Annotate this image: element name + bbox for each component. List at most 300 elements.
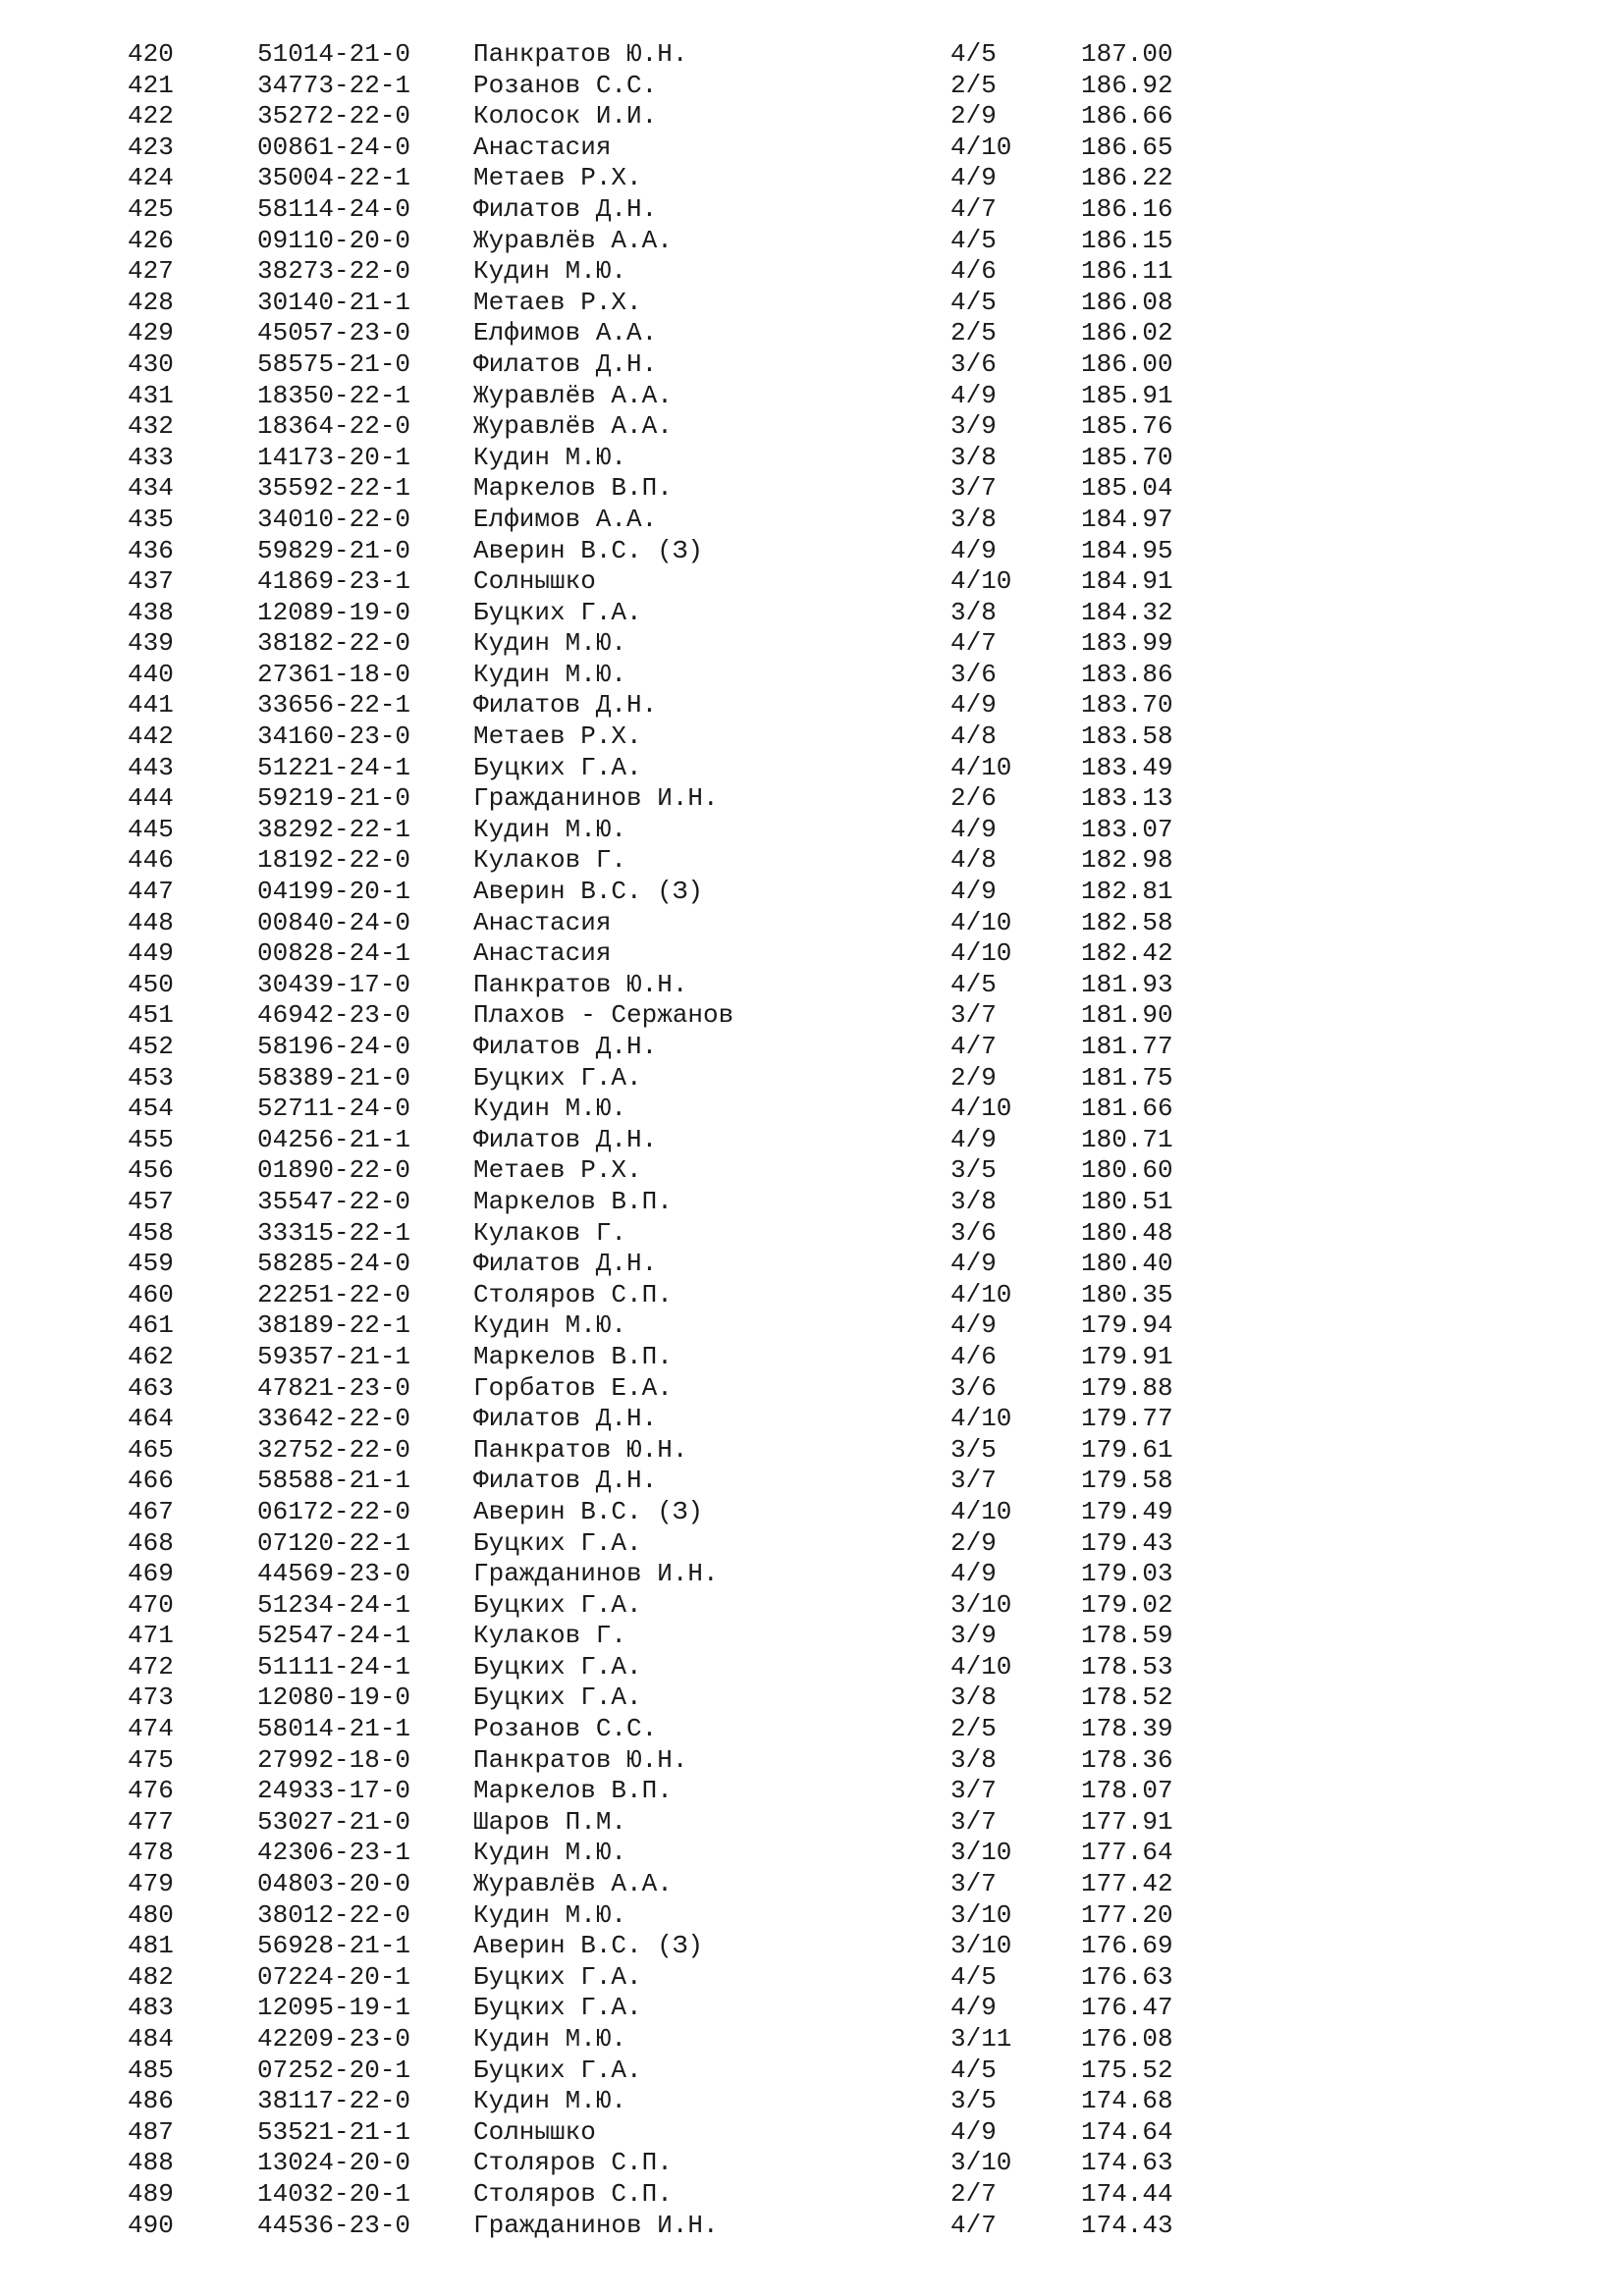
- score-cell: 186.02: [1081, 318, 1173, 348]
- rank-cell: 456: [128, 1155, 174, 1186]
- id-cell: 44569-23-0: [257, 1559, 411, 1589]
- owner-cell: Филатов Д.Н.: [473, 1466, 658, 1496]
- owner-cell: Кудин М.Ю.: [473, 1899, 627, 1930]
- table-row: [0, 1000, 1624, 1032]
- owner-cell: Кулаков Г.: [473, 845, 627, 876]
- ratio-cell: 4/8: [950, 721, 997, 752]
- score-cell: 183.70: [1081, 690, 1173, 721]
- owner-cell: Кудин М.Ю.: [473, 814, 627, 844]
- owner-cell: Гражданинов И.Н.: [473, 1559, 719, 1589]
- table-row: [0, 1218, 1624, 1250]
- id-cell: 06172-22-0: [257, 1496, 411, 1526]
- owner-cell: Филатов Д.Н.: [473, 1124, 658, 1154]
- rank-cell: 426: [128, 225, 174, 255]
- rank-cell: 430: [128, 348, 174, 379]
- owner-cell: Панкратов Ю.Н.: [473, 969, 688, 999]
- table-row: [0, 2056, 1624, 2087]
- owner-cell: Филатов Д.Н.: [473, 348, 658, 379]
- rank-cell: 458: [128, 1217, 174, 1248]
- rank-cell: 483: [128, 1993, 174, 2023]
- id-cell: 24933-17-0: [257, 1776, 411, 1806]
- id-cell: 58114-24-0: [257, 193, 411, 224]
- id-cell: 04256-21-1: [257, 1124, 411, 1154]
- owner-cell: Филатов Д.Н.: [473, 1404, 658, 1434]
- results-table: [0, 39, 1624, 2241]
- owner-cell: Колосок И.И.: [473, 101, 658, 132]
- rank-cell: 454: [128, 1094, 174, 1124]
- id-cell: 18192-22-0: [257, 845, 411, 876]
- score-cell: 184.95: [1081, 535, 1173, 565]
- rank-cell: 446: [128, 845, 174, 876]
- owner-cell: Гражданинов И.Н.: [473, 783, 719, 814]
- score-cell: 178.59: [1081, 1621, 1173, 1651]
- rank-cell: 460: [128, 1279, 174, 1309]
- ratio-cell: 4/10: [950, 132, 1012, 162]
- table-row: [0, 256, 1624, 288]
- ratio-cell: 3/8: [950, 442, 997, 472]
- table-row: [0, 71, 1624, 102]
- id-cell: 51111-24-1: [257, 1651, 411, 1682]
- ratio-cell: 4/10: [950, 566, 1012, 597]
- id-cell: 33315-22-1: [257, 1217, 411, 1248]
- id-cell: 35547-22-0: [257, 1186, 411, 1216]
- owner-cell: Метаев Р.Х.: [473, 163, 642, 193]
- score-cell: 185.76: [1081, 411, 1173, 442]
- table-row: [0, 1590, 1624, 1622]
- score-cell: 178.52: [1081, 1682, 1173, 1713]
- id-cell: 59357-21-1: [257, 1341, 411, 1371]
- id-cell: 04803-20-0: [257, 1869, 411, 1899]
- id-cell: 47821-23-0: [257, 1372, 411, 1403]
- score-cell: 179.77: [1081, 1404, 1173, 1434]
- rank-cell: 453: [128, 1062, 174, 1093]
- table-row: [0, 1682, 1624, 1714]
- ratio-cell: 3/7: [950, 1806, 997, 1837]
- owner-cell: Панкратов Ю.Н.: [473, 39, 688, 69]
- owner-cell: Журавлёв А.А.: [473, 380, 673, 410]
- score-cell: 182.98: [1081, 845, 1173, 876]
- owner-cell: Панкратов Ю.Н.: [473, 1744, 688, 1775]
- owner-cell: Буцких Г.А.: [473, 597, 642, 627]
- table-row: [0, 1404, 1624, 1435]
- score-cell: 185.70: [1081, 442, 1173, 472]
- ratio-cell: 4/9: [950, 1310, 997, 1341]
- id-cell: 53027-21-0: [257, 1806, 411, 1837]
- score-cell: 180.71: [1081, 1124, 1173, 1154]
- rank-cell: 432: [128, 411, 174, 442]
- owner-cell: Буцких Г.А.: [473, 1589, 642, 1620]
- owner-cell: Буцких Г.А.: [473, 1682, 642, 1713]
- ratio-cell: 4/5: [950, 287, 997, 317]
- id-cell: 59219-21-0: [257, 783, 411, 814]
- id-cell: 33642-22-0: [257, 1404, 411, 1434]
- owner-cell: Кудин М.Ю.: [473, 1838, 627, 1868]
- rank-cell: 486: [128, 2086, 174, 2116]
- score-cell: 183.58: [1081, 721, 1173, 752]
- id-cell: 32752-22-0: [257, 1434, 411, 1465]
- ratio-cell: 3/5: [950, 1155, 997, 1186]
- rank-cell: 488: [128, 2148, 174, 2178]
- id-cell: 58014-21-1: [257, 1714, 411, 1744]
- rank-cell: 437: [128, 566, 174, 597]
- score-cell: 186.11: [1081, 256, 1173, 287]
- id-cell: 34773-22-1: [257, 70, 411, 100]
- ratio-cell: 4/10: [950, 1404, 1012, 1434]
- rank-cell: 467: [128, 1496, 174, 1526]
- score-cell: 175.52: [1081, 2055, 1173, 2085]
- rank-cell: 480: [128, 1899, 174, 1930]
- score-cell: 177.42: [1081, 1869, 1173, 1899]
- score-cell: 184.91: [1081, 566, 1173, 597]
- id-cell: 38182-22-0: [257, 628, 411, 659]
- ratio-cell: 2/9: [950, 1062, 997, 1093]
- table-row: [0, 1621, 1624, 1652]
- ratio-cell: 3/7: [950, 1466, 997, 1496]
- table-row: [0, 660, 1624, 691]
- owner-cell: Филатов Д.Н.: [473, 1032, 658, 1061]
- id-cell: 30439-17-0: [257, 969, 411, 999]
- owner-cell: Филатов Д.Н.: [473, 193, 658, 224]
- table-row: [0, 2024, 1624, 2056]
- table-row: [0, 1466, 1624, 1497]
- rank-cell: 443: [128, 752, 174, 782]
- score-cell: 180.40: [1081, 1249, 1173, 1279]
- owner-cell: Столяров С.П.: [473, 2148, 673, 2178]
- score-cell: 185.04: [1081, 473, 1173, 504]
- owner-cell: Буцких Г.А.: [473, 1961, 642, 1992]
- id-cell: 52711-24-0: [257, 1094, 411, 1124]
- rank-cell: 466: [128, 1466, 174, 1496]
- table-row: [0, 1249, 1624, 1280]
- score-cell: 176.63: [1081, 1961, 1173, 1992]
- ratio-cell: 3/8: [950, 1744, 997, 1775]
- rank-cell: 422: [128, 101, 174, 132]
- rank-cell: 444: [128, 783, 174, 814]
- owner-cell: Столяров С.П.: [473, 2178, 673, 2209]
- owner-cell: Панкратов Ю.Н.: [473, 1434, 688, 1465]
- score-cell: 186.00: [1081, 348, 1173, 379]
- ratio-cell: 3/7: [950, 1776, 997, 1806]
- score-cell: 174.44: [1081, 2178, 1173, 2209]
- table-row: [0, 101, 1624, 133]
- id-cell: 35004-22-1: [257, 163, 411, 193]
- rank-cell: 428: [128, 287, 174, 317]
- id-cell: 45057-23-0: [257, 318, 411, 348]
- score-cell: 186.65: [1081, 132, 1173, 162]
- rank-cell: 465: [128, 1434, 174, 1465]
- table-row: [0, 194, 1624, 226]
- rank-cell: 461: [128, 1310, 174, 1341]
- score-cell: 183.99: [1081, 628, 1173, 659]
- score-cell: 181.77: [1081, 1032, 1173, 1061]
- score-cell: 179.94: [1081, 1310, 1173, 1341]
- id-cell: 00828-24-1: [257, 938, 411, 969]
- owner-cell: Буцких Г.А.: [473, 752, 642, 782]
- ratio-cell: 2/9: [950, 101, 997, 132]
- ratio-cell: 4/9: [950, 380, 997, 410]
- id-cell: 34010-22-0: [257, 504, 411, 534]
- rank-cell: 440: [128, 659, 174, 689]
- owner-cell: Филатов Д.Н.: [473, 1249, 658, 1279]
- ratio-cell: 4/10: [950, 1496, 1012, 1526]
- score-cell: 174.43: [1081, 2210, 1173, 2240]
- owner-cell: Анастасия: [473, 132, 612, 162]
- rank-cell: 471: [128, 1621, 174, 1651]
- id-cell: 04199-20-1: [257, 877, 411, 907]
- rank-cell: 481: [128, 1931, 174, 1961]
- owner-cell: Кудин М.Ю.: [473, 628, 627, 659]
- id-cell: 38292-22-1: [257, 814, 411, 844]
- owner-cell: Кудин М.Ю.: [473, 256, 627, 287]
- owner-cell: Кудин М.Ю.: [473, 2024, 627, 2054]
- score-cell: 177.91: [1081, 1806, 1173, 1837]
- id-cell: 22251-22-0: [257, 1279, 411, 1309]
- rank-cell: 484: [128, 2024, 174, 2054]
- table-row: [0, 536, 1624, 567]
- ratio-cell: 4/10: [950, 1651, 1012, 1682]
- ratio-cell: 3/7: [950, 1000, 997, 1031]
- table-row: [0, 1559, 1624, 1590]
- ratio-cell: 3/5: [950, 2086, 997, 2116]
- table-row: [0, 1869, 1624, 1900]
- id-cell: 38117-22-0: [257, 2086, 411, 2116]
- rank-cell: 424: [128, 163, 174, 193]
- score-cell: 174.63: [1081, 2148, 1173, 2178]
- table-row: [0, 133, 1624, 164]
- rank-cell: 485: [128, 2055, 174, 2085]
- ratio-cell: 3/11: [950, 2024, 1012, 2054]
- rank-cell: 463: [128, 1372, 174, 1403]
- id-cell: 38273-22-0: [257, 256, 411, 287]
- id-cell: 58575-21-0: [257, 348, 411, 379]
- ratio-cell: 4/5: [950, 39, 997, 69]
- id-cell: 58196-24-0: [257, 1032, 411, 1061]
- score-cell: 182.42: [1081, 938, 1173, 969]
- table-row: [0, 473, 1624, 505]
- score-cell: 176.69: [1081, 1931, 1173, 1961]
- rank-cell: 476: [128, 1776, 174, 1806]
- ratio-cell: 4/5: [950, 2055, 997, 2085]
- score-cell: 186.92: [1081, 70, 1173, 100]
- id-cell: 58588-21-1: [257, 1466, 411, 1496]
- id-cell: 14032-20-1: [257, 2178, 411, 2209]
- rank-cell: 436: [128, 535, 174, 565]
- table-row: [0, 1063, 1624, 1095]
- owner-cell: Метаев Р.Х.: [473, 1155, 642, 1186]
- table-row: [0, 845, 1624, 877]
- table-row: [0, 1187, 1624, 1218]
- ratio-cell: 2/9: [950, 1527, 997, 1558]
- owner-cell: Горбатов Е.А.: [473, 1372, 673, 1403]
- table-row: [0, 2117, 1624, 2149]
- ratio-cell: 3/9: [950, 1621, 997, 1651]
- id-cell: 41869-23-1: [257, 566, 411, 597]
- score-cell: 179.61: [1081, 1434, 1173, 1465]
- rank-cell: 487: [128, 2116, 174, 2147]
- id-cell: 46942-23-0: [257, 1000, 411, 1031]
- rank-cell: 420: [128, 39, 174, 69]
- owner-cell: Маркелов В.П.: [473, 1186, 673, 1216]
- rank-cell: 489: [128, 2178, 174, 2209]
- owner-cell: Буцких Г.А.: [473, 1993, 642, 2023]
- ratio-cell: 3/7: [950, 1869, 997, 1899]
- score-cell: 187.00: [1081, 39, 1173, 69]
- id-cell: 12080-19-0: [257, 1682, 411, 1713]
- id-cell: 38012-22-0: [257, 1899, 411, 1930]
- table-row: [0, 1094, 1624, 1125]
- score-cell: 174.68: [1081, 2086, 1173, 2116]
- ratio-cell: 2/5: [950, 1714, 997, 1744]
- id-cell: 38189-22-1: [257, 1310, 411, 1341]
- owner-cell: Кудин М.Ю.: [473, 1310, 627, 1341]
- id-cell: 27992-18-0: [257, 1744, 411, 1775]
- ratio-cell: 4/10: [950, 1094, 1012, 1124]
- ratio-cell: 3/10: [950, 1899, 1012, 1930]
- rank-cell: 434: [128, 473, 174, 504]
- owner-cell: Аверин В.С. (З): [473, 877, 704, 907]
- score-cell: 185.91: [1081, 380, 1173, 410]
- score-cell: 184.97: [1081, 504, 1173, 534]
- score-cell: 182.81: [1081, 877, 1173, 907]
- id-cell: 07252-20-1: [257, 2055, 411, 2085]
- table-row: [0, 1528, 1624, 1560]
- ratio-cell: 4/5: [950, 225, 997, 255]
- id-cell: 35272-22-0: [257, 101, 411, 132]
- owner-cell: Кудин М.Ю.: [473, 659, 627, 689]
- owner-cell: Аверин В.С. (З): [473, 1496, 704, 1526]
- rank-cell: 455: [128, 1124, 174, 1154]
- rank-cell: 468: [128, 1527, 174, 1558]
- table-row: [0, 1993, 1624, 2024]
- owner-cell: Кудин М.Ю.: [473, 442, 627, 472]
- rank-cell: 457: [128, 1186, 174, 1216]
- ratio-cell: 3/8: [950, 597, 997, 627]
- rank-cell: 441: [128, 690, 174, 721]
- id-cell: 09110-20-0: [257, 225, 411, 255]
- score-cell: 180.48: [1081, 1217, 1173, 1248]
- table-row: [0, 1900, 1624, 1932]
- rank-cell: 435: [128, 504, 174, 534]
- id-cell: 18350-22-1: [257, 380, 411, 410]
- ratio-cell: 2/5: [950, 70, 997, 100]
- table-row: [0, 381, 1624, 412]
- rank-cell: 431: [128, 380, 174, 410]
- rank-cell: 449: [128, 938, 174, 969]
- owner-cell: Елфимов А.А.: [473, 318, 658, 348]
- ratio-cell: 4/9: [950, 1124, 997, 1154]
- owner-cell: Аверин В.С. (З): [473, 535, 704, 565]
- score-cell: 179.02: [1081, 1589, 1173, 1620]
- table-row: [0, 443, 1624, 474]
- table-row: [0, 2179, 1624, 2211]
- table-row: [0, 1714, 1624, 1745]
- owner-cell: Кулаков Г.: [473, 1621, 627, 1651]
- score-cell: 178.53: [1081, 1651, 1173, 1682]
- score-cell: 181.93: [1081, 969, 1173, 999]
- ratio-cell: 3/6: [950, 1217, 997, 1248]
- score-cell: 186.15: [1081, 225, 1173, 255]
- rank-cell: 482: [128, 1961, 174, 1992]
- owner-cell: Буцких Г.А.: [473, 1527, 642, 1558]
- rank-cell: 475: [128, 1744, 174, 1775]
- table-row: [0, 1373, 1624, 1405]
- owner-cell: Кулаков Г.: [473, 1217, 627, 1248]
- score-cell: 183.13: [1081, 783, 1173, 814]
- owner-cell: Шаров П.М.: [473, 1806, 627, 1837]
- table-row: [0, 505, 1624, 536]
- table-row: [0, 1497, 1624, 1528]
- table-row: [0, 163, 1624, 194]
- ratio-cell: 3/10: [950, 2148, 1012, 2178]
- rank-cell: 442: [128, 721, 174, 752]
- owner-cell: Розанов С.С.: [473, 70, 658, 100]
- score-cell: 176.47: [1081, 1993, 1173, 2023]
- ratio-cell: 4/6: [950, 256, 997, 287]
- score-cell: 180.35: [1081, 1279, 1173, 1309]
- rank-cell: 459: [128, 1249, 174, 1279]
- score-cell: 181.66: [1081, 1094, 1173, 1124]
- ratio-cell: 3/10: [950, 1589, 1012, 1620]
- owner-cell: Анастасия: [473, 938, 612, 969]
- ratio-cell: 4/9: [950, 690, 997, 721]
- score-cell: 179.43: [1081, 1527, 1173, 1558]
- ratio-cell: 4/7: [950, 193, 997, 224]
- owner-cell: Журавлёв А.А.: [473, 1869, 673, 1899]
- table-row: [0, 1435, 1624, 1467]
- ratio-cell: 3/7: [950, 473, 997, 504]
- owner-cell: Гражданинов И.Н.: [473, 2210, 719, 2240]
- ratio-cell: 2/5: [950, 318, 997, 348]
- ratio-cell: 4/9: [950, 877, 997, 907]
- table-row: [0, 783, 1624, 815]
- id-cell: 42306-23-1: [257, 1838, 411, 1868]
- table-row: [0, 1745, 1624, 1777]
- id-cell: 12095-19-1: [257, 1993, 411, 2023]
- table-row: [0, 566, 1624, 598]
- score-cell: 179.49: [1081, 1496, 1173, 1526]
- id-cell: 51014-21-0: [257, 39, 411, 69]
- table-row: [0, 1776, 1624, 1807]
- owner-cell: Филатов Д.Н.: [473, 690, 658, 721]
- owner-cell: Плахов - Сержанов: [473, 1000, 734, 1031]
- id-cell: 00840-24-0: [257, 907, 411, 937]
- table-row: [0, 288, 1624, 319]
- table-row: [0, 1931, 1624, 1962]
- ratio-cell: 3/6: [950, 1372, 997, 1403]
- table-row: [0, 753, 1624, 784]
- table-row: [0, 970, 1624, 1001]
- table-row: [0, 2086, 1624, 2117]
- id-cell: 58389-21-0: [257, 1062, 411, 1093]
- ratio-cell: 3/5: [950, 1434, 997, 1465]
- rank-cell: 433: [128, 442, 174, 472]
- rank-cell: 479: [128, 1869, 174, 1899]
- score-cell: 178.36: [1081, 1744, 1173, 1775]
- rank-cell: 462: [128, 1341, 174, 1371]
- score-cell: 174.64: [1081, 2116, 1173, 2147]
- table-row: [0, 721, 1624, 753]
- owner-cell: Журавлёв А.А.: [473, 411, 673, 442]
- table-row: [0, 877, 1624, 908]
- score-cell: 183.49: [1081, 752, 1173, 782]
- table-row: [0, 908, 1624, 939]
- ratio-cell: 4/7: [950, 628, 997, 659]
- ratio-cell: 4/5: [950, 969, 997, 999]
- rank-cell: 438: [128, 597, 174, 627]
- rank-cell: 421: [128, 70, 174, 100]
- rank-cell: 450: [128, 969, 174, 999]
- score-cell: 176.08: [1081, 2024, 1173, 2054]
